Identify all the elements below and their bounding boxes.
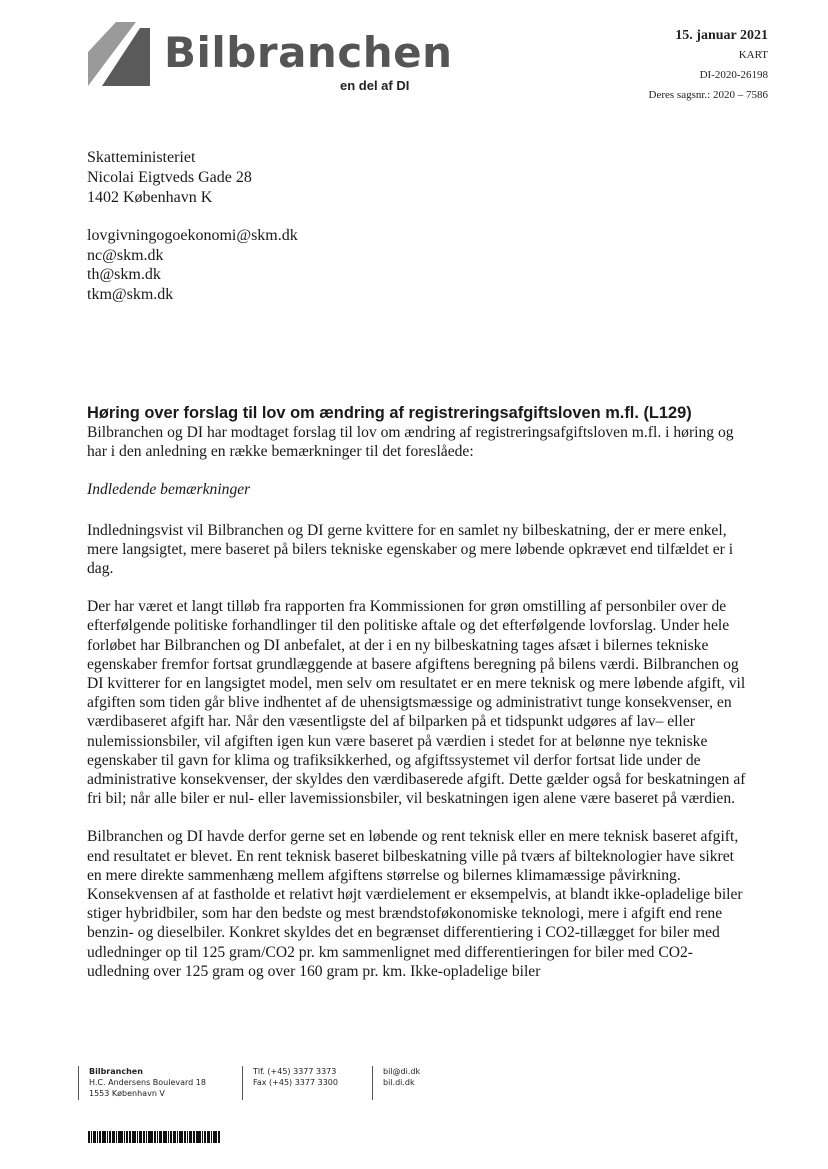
email-address: tkm@skm.dk — [87, 285, 174, 303]
barcode-image — [88, 1131, 221, 1143]
letter-meta — [649, 28, 768, 109]
letter-body — [87, 404, 752, 1000]
body-paragraph: Bilbranchen og DI havde derfor gerne set en løbende og rent teknisk eller en mere teknisk baseret afgift, end resultatet er blevet. En rent teknisk baseret bilbeskatning ville på tværs af bilteknologier have sikret en mere direkte sammenhæng mellem afgiftens størrelse og bilernes klimamæssige påvirkning. Konsekvensen af at fastholde et relativt højt værdielement er eksempelvis, at blandt ikke-opladelige biler stiger hybridbiler, som har den bedste og mest brændstoføkonomiske teknologi, mere i afgift end rene benzin- og dieselbiler. Konkret skyldes det en begrænset differentiering i CO2-tillægget for biler med udledninger op til 125 gram/CO2 pr. km sammenlignet med differentieringen for biler med CO2-udledning over 125 gram og over 160 gram pr. km. Ikke-opladelige biler — [87, 828, 743, 980]
letter-date: 15. januar 2021 — [675, 28, 768, 43]
recipient-address — [87, 148, 252, 208]
body-paragraph: Der har været et langt tilløb fra rapporten fra Kommissionen for grøn omstilling af personbiler over de efterfølgende politiske forhandlinger til den politiske aftale og det efterfølgende lovforslag. Under hele forløbet har Bilbranchen og DI anbefalet, at der i en ny bilbeskatning tages afsæt i bilernes tekniske egenskaber fremfor fortsat grundlæggende at basere afgiftens beregning på bilens værdi. Bilbranchen og DI kvitterer for en langsigtet model, men selv om resultatet er en mere teknisk og mere løbende afgift, vil afgiften som tiden går blive indhentet af de uhensigtsmæssige og administrativt tunge konsekvenser, en værdibaseret afgift har. Når den væsentligste del af bilparken på et tidspunkt udgøres af lav– eller nulemissionsbiler, vil afgiften igen kun være baseret på værdien i stedet for at belønne nye tekniske egenskaber til gavn for klima og trafiksikkerhed, og afgiftssystemet vil derfor fortsat lide under de administrative konsekvenser, der skyldes den værdibaserede afgift. Dette gælder også for beskatningen af fri bil; når alle biler er nul- eller lavemissionsbiler, vil beskatningen igen alene være baseret på værdien. — [87, 598, 746, 808]
body-paragraph: Indledningsvist vil Bilbranchen og DI gerne kvittere for en samlet ny bilbeskatning, der er mere enkel, mere langsigtet, mere baseret på bilers tekniske egenskaber og mere løbende opkrævet end tilfældet er i dag. — [87, 521, 734, 578]
bilbranchen-logo — [88, 22, 453, 98]
email-address: lovgivningogoekonomi@skm.dk — [87, 227, 298, 244]
logo-wordmark: Bilbranchen — [164, 28, 453, 77]
letter-title: Høring over forslag til lov om ændring af registreringsafgiftsloven m.fl. (L129) — [87, 404, 692, 422]
initials: KART — [738, 49, 768, 61]
email-address: nc@skm.dk — [87, 246, 164, 264]
logo-subtitle: en del af DI — [340, 78, 410, 93]
recipient-name: Skatteministeriet — [87, 149, 196, 166]
footer-contact — [372, 1066, 420, 1100]
logo-mark-icon — [88, 22, 150, 86]
footer-city: 1553 København V — [89, 1089, 165, 1098]
recipient-city: 1402 København K — [87, 189, 213, 206]
footer-phone — [242, 1066, 338, 1100]
recipient-emails — [87, 226, 298, 304]
footer-email: bil@di.dk — [383, 1067, 421, 1076]
footer-address — [78, 1066, 206, 1100]
intro-paragraph: Bilbranchen og DI har modtaget forslag til lov om ændring af registreringsafgiftsloven m.fl. i høring og har i den anledning en række bemærkninger til det foreslåede: — [87, 424, 734, 461]
footer-street: H.C. Andersens Boulevard 18 — [89, 1078, 206, 1087]
email-address: th@skm.dk — [87, 266, 161, 283]
section-heading: Indledende bemærkninger — [87, 481, 251, 499]
recipient-street: Nicolai Eigtveds Gade 28 — [87, 169, 252, 186]
footer-fax: Fax (+45) 3377 3300 — [253, 1078, 338, 1087]
footer-web: bil.di.dk — [383, 1078, 415, 1087]
reference-number: DI-2020-26198 — [699, 69, 768, 81]
case-number: Deres sagsnr.: 2020 – 7586 — [648, 89, 768, 101]
footer-org-name: Bilbranchen — [89, 1067, 143, 1076]
footer-tel: Tlf. (+45) 3377 3373 — [253, 1067, 337, 1076]
